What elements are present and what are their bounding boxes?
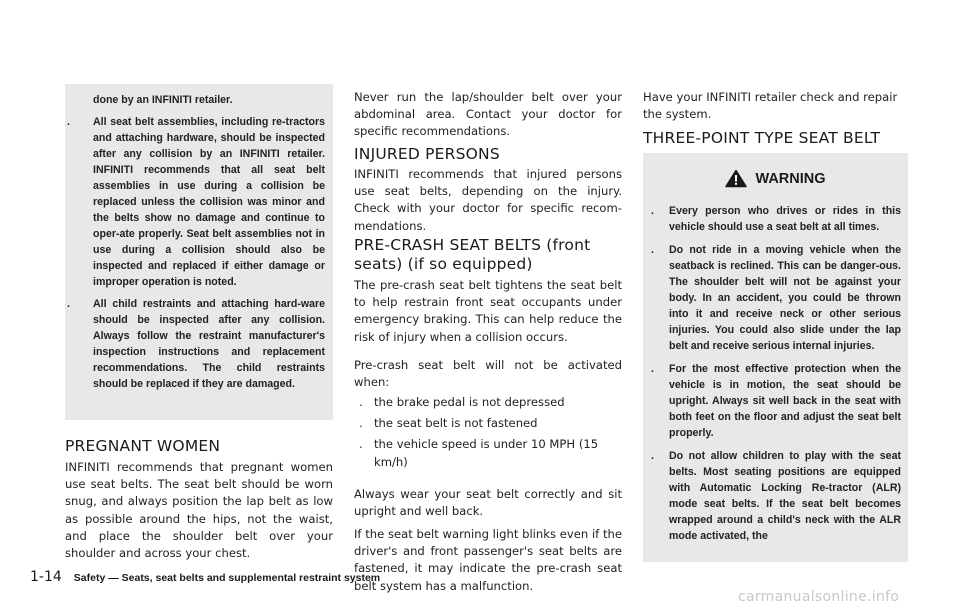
heading-injured-persons: INJURED PERSONS [354,145,500,163]
pre-crash-text: The pre-crash seat belt tightens the seat belt to help restrain front seat occupants under emergency braking. This can help reduce the risk of injury when a collision occurs. [354,278,622,344]
section-title: Safety — Seats, seat belts and supplemental restraint system [73,572,381,584]
heading-pre-crash [354,236,622,274]
page-footer [30,569,380,585]
upright-text: Always wear your seat belt correctly and sit upright and well back. [354,487,622,519]
warning-list [643,203,901,544]
warning-item-text: Do not allow children to play with the seat belts. Most seating positions are equipped with Automatic Locking Re-tractor (ALR) mode seat belts. If the seat belt becomes wrapped around a child's neck with the ALR mode activated, the [669,450,901,542]
heading-pre-crash-line-2: seats) (if so equipped) [354,255,533,273]
pregnant-women-text: INFINITI recommends that pregnant women use seat belts. The seat belt should be worn snug, and always position the lap belt as low as possible around the hips, not the waist, and place the shoulder belt over your shoulder and across your chest. [65,460,333,561]
heading-pre-crash-line-1: PRE-CRASH SEAT BELTS (front [354,236,591,254]
warning-item: . All child restraints and attaching hard-ware should be inspected after any collision. Always follow the restraint manufacturer's inspection instructions and replacement recommendations. The child restraints should be replaced if they are damaged. [67,298,325,390]
not-activated-text: Pre-crash seat belt will not be activated when: [354,358,622,390]
condition-text: the seat belt is not fastened [374,416,538,431]
warning-continued [65,92,325,392]
warning-item-text: All seat belt assemblies, including re-tractors and attaching hardware, should be inspected after any collision by an INFINITI retailer. INFINITI recommends that all seat belt assemblies in use during a collision be replaced unless the collision was minor and the belts show no damage and continue to oper-ate properly. Seat belt assemblies not in use during a collision should also be inspected and replaced if either damage or improper operation is noted. [93,116,325,288]
condition-item: . the brake pedal is not depressed [359,395,565,409]
warning-light-text: If the seat belt warning light blinks even if the driver's and front passenger's seat belts are fastened, it may indicate the pre-crash seat belt system has a malfunction. [354,527,622,593]
warning-item: . Do not allow children to play with the seat belts. Most seating positions are equipped with Automatic Locking Re-tractor (ALR) mode seat belts. If the seat belt becomes wrapped around a child's neck with the ALR mode activated, the [651,450,901,542]
warning-header [643,169,908,188]
injured-persons-text: INFINITI recommends that injured persons use seat belts, depending on the injury. Check with your doctor for specific recom-mendations. [354,167,622,233]
condition-item: . the seat belt is not fastened [359,416,538,431]
heading-three-point: THREE-POINT TYPE SEAT BELT [643,129,881,147]
page-number: 1-14 [30,569,62,585]
warning-item: . All seat belt assemblies, including re-tractors and attaching hardware, should be inspected after any collision by an INFINITI retailer. INFINITI recommends that all seat belt assemblies in use during a collision be replaced unless the collision was minor and the belts show no damage and continue to oper-ate properly. Seat belt assemblies not in use during a collision should also be inspected and replaced if either damage or improper operation is noted. [67,116,325,288]
warning-item-text: Every person who drives or rides in this vehicle should use a seat belt at all times. [669,205,901,233]
condition-text: the vehicle speed is under 10 MPH (15 km/h) [374,437,599,469]
warning-item: . Do not ride in a moving vehicle when the seatback is reclined. This can be danger-ous. The shoulder belt will not be against your body. In an accident, you could be thrown into it and receive neck or other serious injuries. You could also slide under the lap belt and receive serious internal injuries. [651,244,901,352]
retailer-check-text: Have your INFINITI retailer check and repair the system. [643,90,898,122]
warning-item: . Every person who drives or rides in this vehicle should use a seat belt at all times. [651,205,901,233]
heading-pregnant-women: PREGNANT WOMEN [65,437,221,455]
warning-triangle-icon [725,169,747,188]
warning-label: WARNING [755,170,826,187]
abdominal-text: Never run the lap/shoulder belt over your abdominal area. Contact your doctor for specific recommendations. [354,90,622,139]
warning-item-text: For the most effective protection when the vehicle is in motion, the seat should be upright. Always sit well back in the seat with both feet on the floor and adjust the seat belt properly. [669,363,901,439]
warning-item-text: Do not ride in a moving vehicle when the seatback is reclined. This can be danger-ous. The shoulder belt will not be against your body. In an accident, you could be thrown into it and receive neck or other serious injuries. You could also slide under the lap belt and receive serious internal injuries. [669,244,901,352]
warning-item-text: All child restraints and attaching hard-ware should be inspected after any collision. Always follow the restraint manufacturer's inspection instructions and replacement recommendations. The child restraints should be replaced if they are damaged. [93,298,325,390]
warning-continued-line: done by an INFINITI retailer. [93,94,233,106]
watermark: carmanualsonline.info [738,589,900,605]
condition-item: . the vehicle speed is under 10 MPH (15 km/h) [359,437,599,469]
warning-item: . For the most effective protection when the vehicle is in motion, the seat should be upright. Always sit well back in the seat with both feet on the floor and adjust the seat belt properly. [651,363,901,439]
condition-list [354,394,622,471]
condition-text: the brake pedal is not depressed [374,395,565,409]
